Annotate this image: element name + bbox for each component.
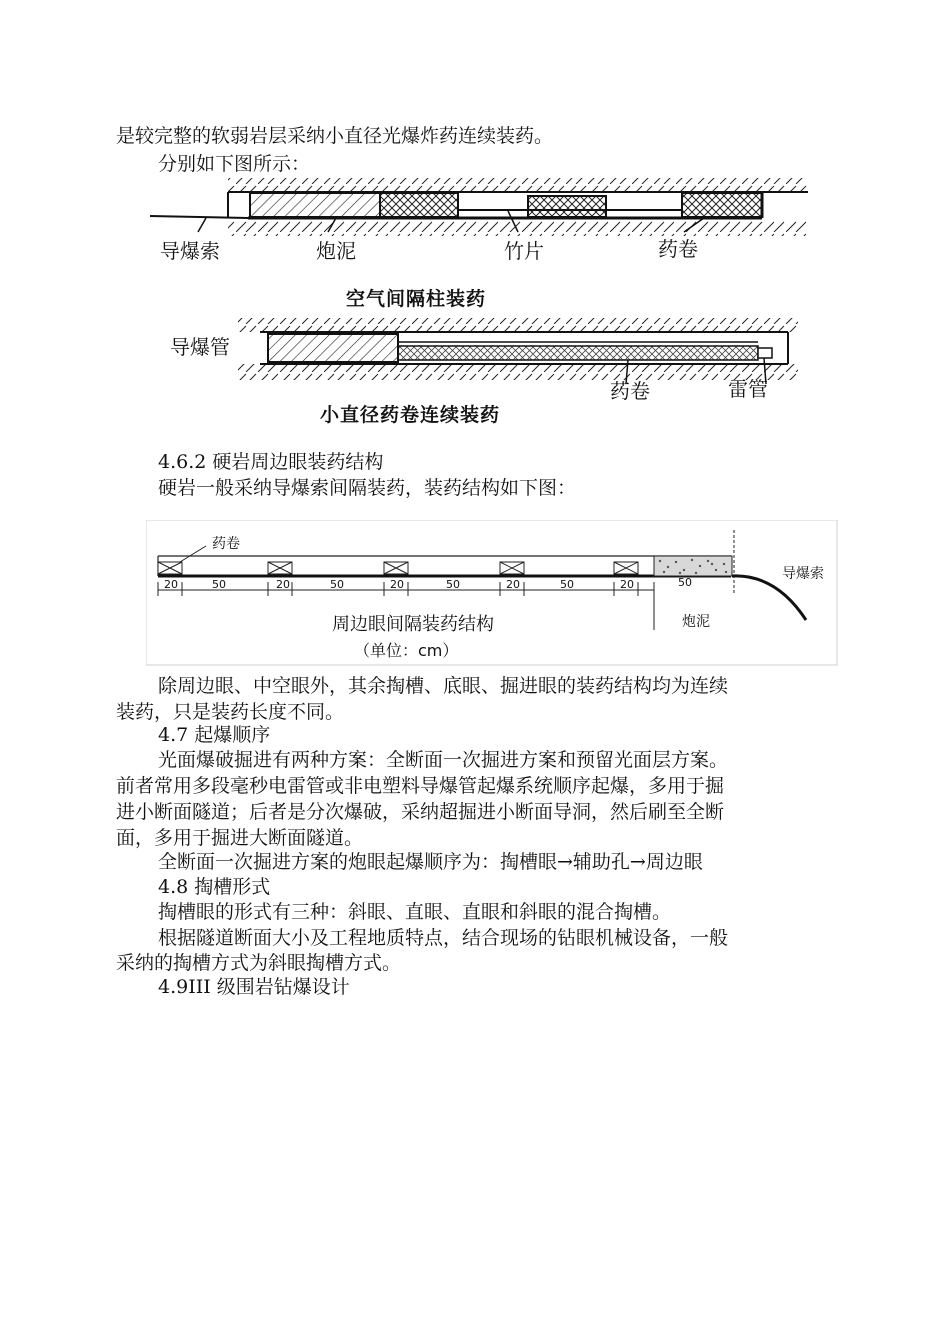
figure2-caption: 小直径药卷连续装药 [320,404,501,426]
air-gap-charge-figure [148,172,828,312]
paragraph-line: 装药，只是装药长度不同。 [116,701,345,723]
paragraph-line: 是较完整的软弱岩层采纳小直径光爆炸药连续装药。 [116,125,554,147]
label-stemming: 炮泥 [316,239,356,263]
label-cartridge: 药卷 [212,536,240,552]
section-heading: 4.6.2 硬岩周边眼装药结构 [158,451,384,473]
figure3-caption: 周边眼间隔装药结构 [332,614,494,635]
perimeter-charge-figure [146,520,838,666]
paragraph-line: 进小断面隧道；后者是分次爆破，采纳超掘进小断面导洞，然后刷至全断 [116,801,725,823]
paragraph-line: 掏槽眼的形式有三种：斜眼、直眼、直眼和斜眼的混合掏槽。 [158,901,672,923]
dimension-label: 50 [212,578,226,591]
label-cartridge: 药卷 [658,237,698,261]
label-det-cord: 导爆索 [782,566,824,582]
label-det-tube: 导爆管 [170,335,230,359]
paragraph-line: 前者常用多段毫秒电雷管或非电塑料导爆管起爆系统顺序起爆，多用于掘 [116,775,725,797]
section-heading: 4.8 掏槽形式 [158,876,271,898]
label-detonator: 雷管 [728,377,768,401]
label-det-cord: 导爆索 [160,239,220,263]
dimension-label: 50 [678,576,692,589]
dimension-label: 20 [276,578,290,591]
paragraph-line: 根据隧道断面大小及工程地质特点，结合现场的钻眼机械设备，一般 [158,927,729,949]
dimension-label: 50 [560,578,574,591]
paragraph-line: 采纳的掏槽方式为斜眼掏槽方式。 [116,952,402,974]
paragraph-line: 分别如下图所示： [158,153,311,175]
paragraph-line: 除周边眼、中空眼外，其余掏槽、底眼、掘进眼的装药结构均为连续 [158,675,729,697]
section-heading: 4.7 起爆顺序 [158,724,271,746]
section-heading: 4.9III 级围岩钻爆设计 [158,976,350,998]
figure1-caption: 空气间隔柱装药 [346,288,487,310]
dimension-label: 20 [506,578,520,591]
label-bamboo: 竹片 [504,239,544,263]
dimension-label: 20 [390,578,404,591]
paragraph-line: 全断面一次掘进方案的炮眼起爆顺序为：掏槽眼→辅助孔→周边眼 [158,851,703,873]
dimension-label: 50 [330,578,344,591]
label-cartridge: 药卷 [610,379,650,403]
figure3-unit: （单位：cm） [354,641,459,660]
paragraph-line: 硬岩一般采纳导爆索间隔装药，装药结构如下图： [158,477,577,499]
paragraph-line: 面，多用于掘进大断面隧道。 [116,827,364,849]
label-stemming: 炮泥 [682,614,710,630]
dimension-label: 20 [164,578,178,591]
dimension-label: 50 [446,578,460,591]
dimension-label: 20 [620,578,634,591]
continuous-charge-figure [148,312,828,404]
paragraph-line: 光面爆破掘进有两种方案：全断面一次掘进方案和预留光面层方案。 [158,749,729,771]
